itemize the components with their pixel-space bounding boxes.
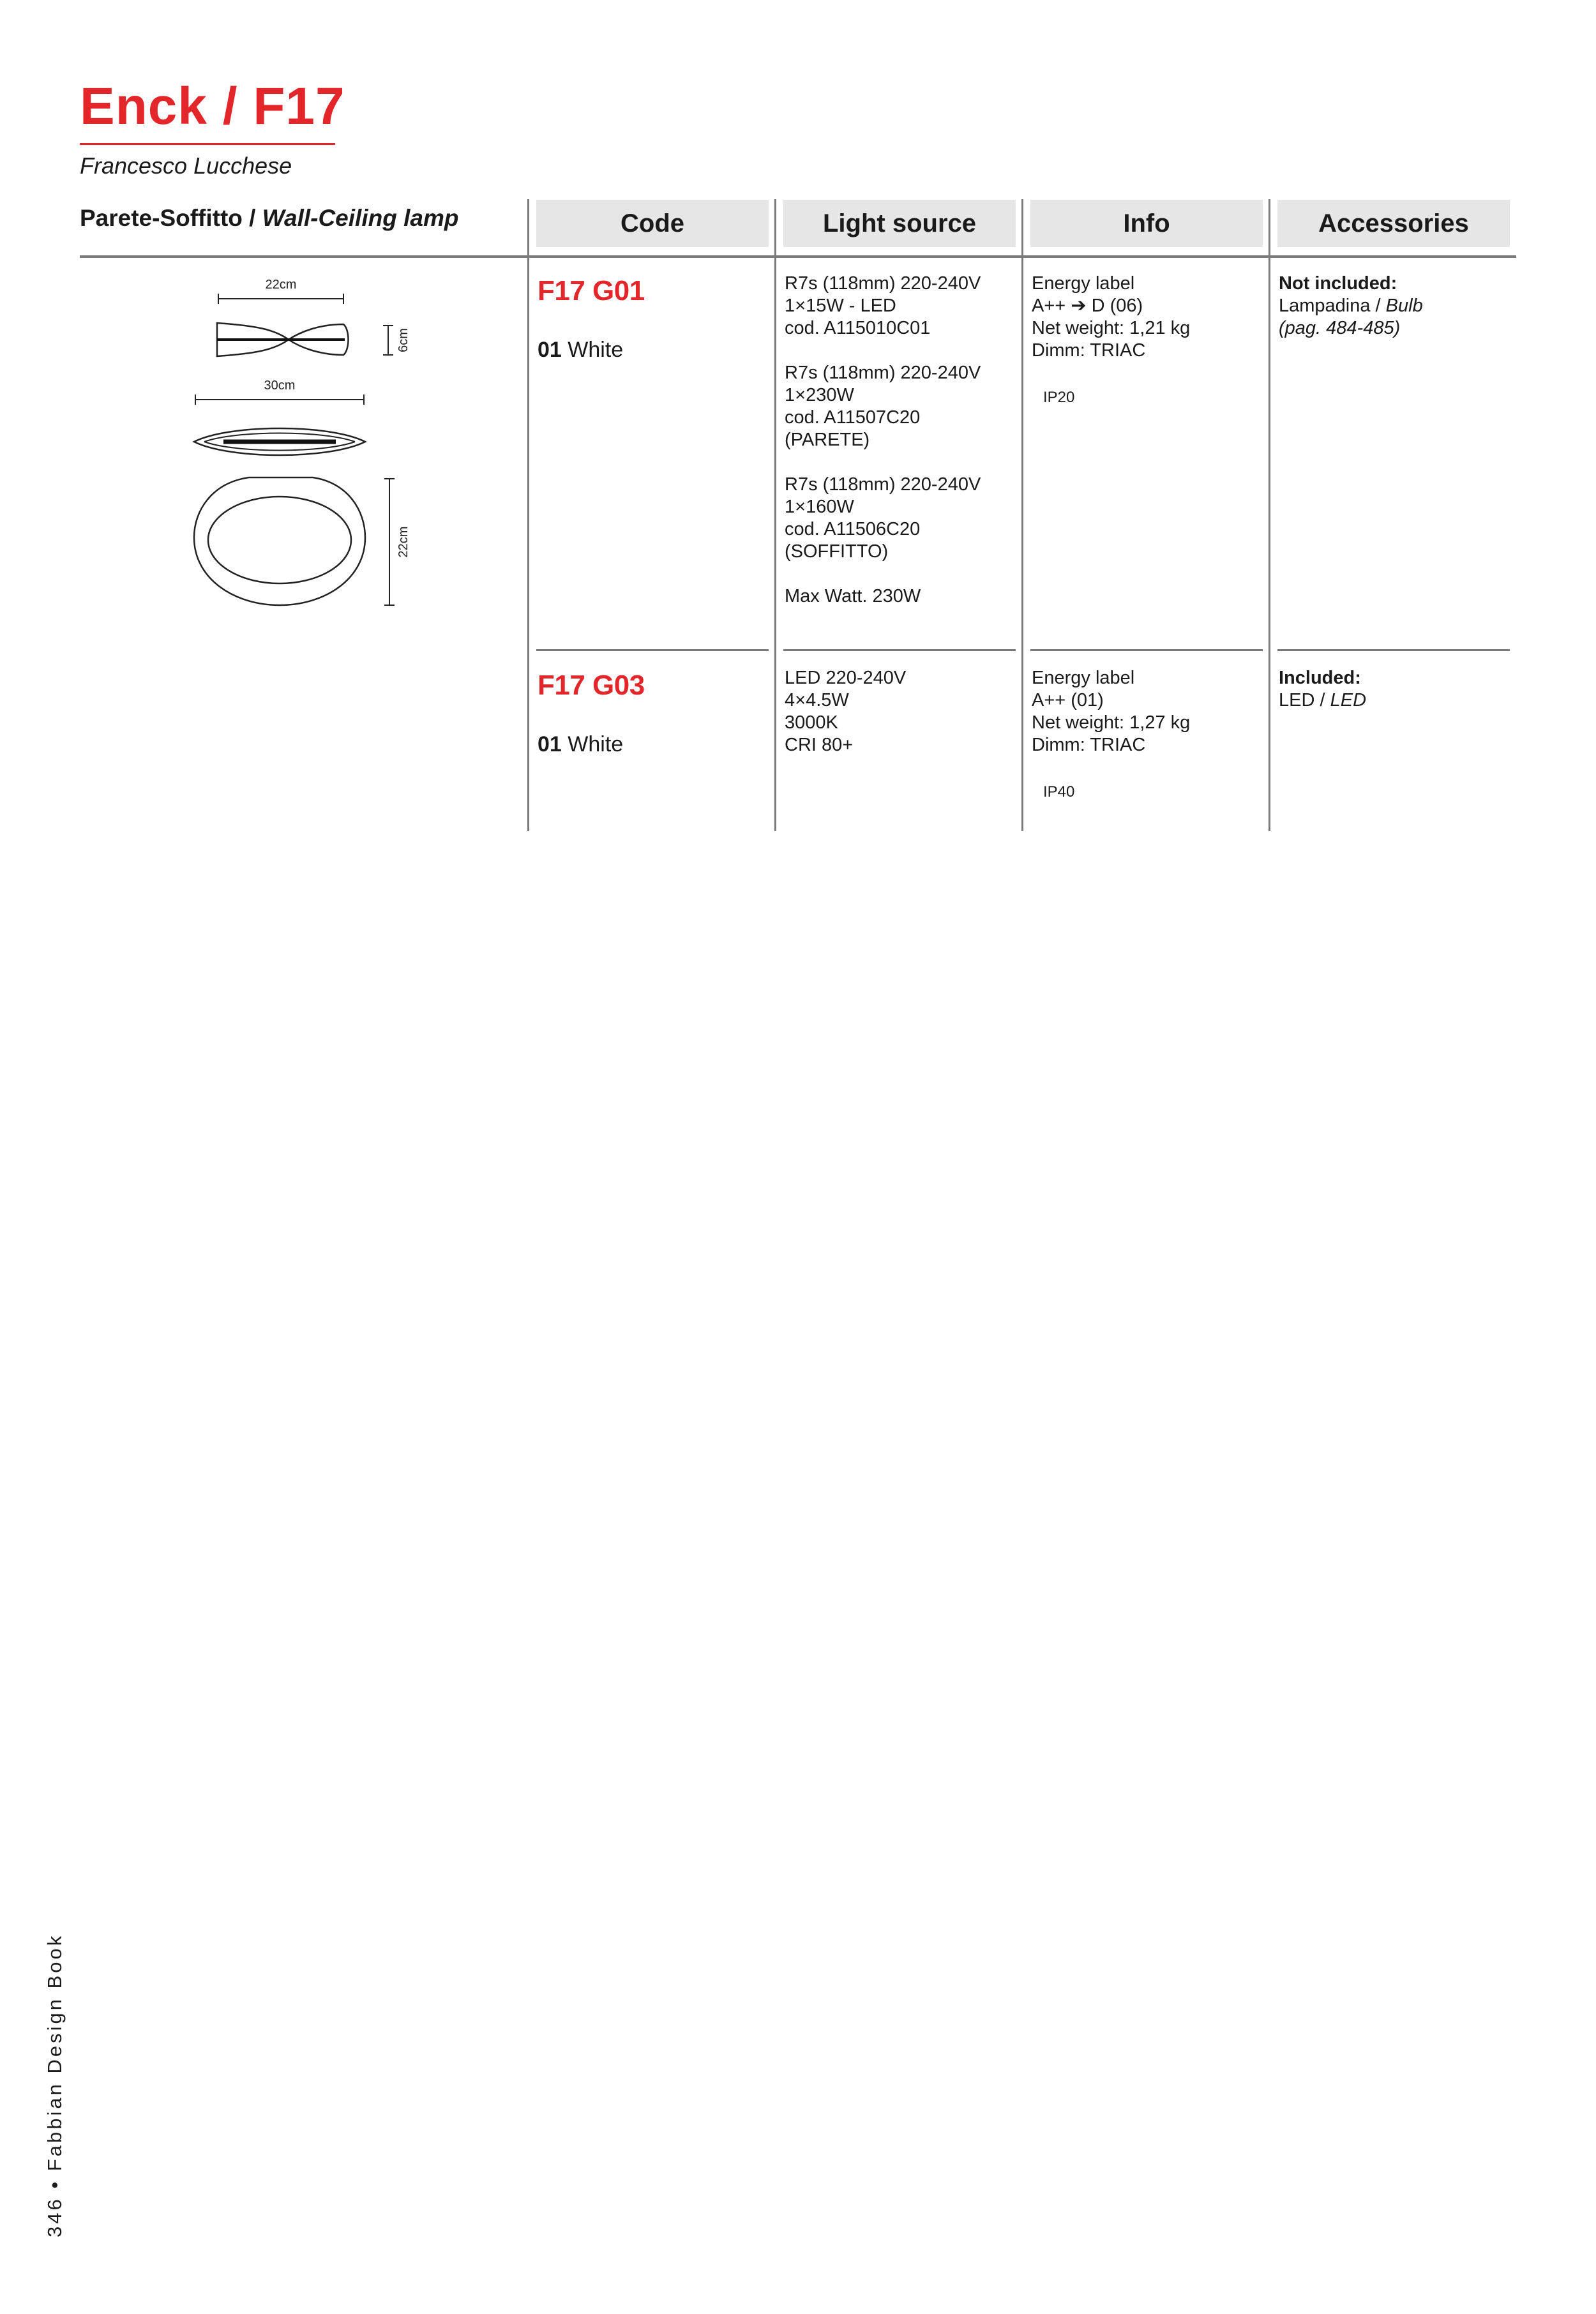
info-spec: Energy label A++ (01) Net weight: 1,27 kg Dimm: TRIAC xyxy=(1032,668,1191,755)
info-spec: Energy label A++ ➔ D (06) Net weight: 1,21 kg Dimm: TRIAC xyxy=(1032,273,1191,361)
product-code: F17 G03 xyxy=(538,670,645,701)
accessories-label: Included: xyxy=(1279,668,1361,688)
book-title: Fabbian Design Book xyxy=(43,1933,66,2172)
title-underline xyxy=(80,143,335,145)
dimension-label: 22cm xyxy=(396,526,410,558)
row-divider xyxy=(1277,649,1510,651)
accessories-spec xyxy=(1279,273,1509,340)
finish-code: 01 xyxy=(538,338,562,362)
finish-name: White xyxy=(568,338,624,362)
category-italian: Parete-Soffitto xyxy=(80,205,243,231)
dimension-label: 6cm xyxy=(396,328,410,352)
accessories-label: Not included: xyxy=(1279,273,1397,294)
row-divider xyxy=(536,649,769,651)
finish xyxy=(538,337,623,363)
dimension-label: 22cm xyxy=(265,278,297,292)
column-divider xyxy=(774,199,776,831)
row-divider xyxy=(1030,649,1263,651)
light-source-spec: R7s (118mm) 220-240V 1×15W - LED cod. A115010C01 R7s (118mm) 220-240V 1×230W cod. A11507C20 (PARETE) R7s (118mm) 220-240V 1×160W cod. A11506C20 (SOFFITTO) Max Watt. 230W xyxy=(785,273,981,606)
product-code: F17 G01 xyxy=(538,275,645,306)
accessory-italian: LED xyxy=(1279,690,1315,710)
dimension-label: 30cm xyxy=(264,379,296,393)
ip-rating: IP20 xyxy=(1043,389,1075,406)
page-number: 346 xyxy=(43,2197,66,2237)
accessory-italian: Lampadina xyxy=(1279,296,1371,316)
product-category xyxy=(80,204,458,232)
accessory-english: LED xyxy=(1330,690,1367,710)
finish xyxy=(538,732,623,758)
column-divider xyxy=(1269,199,1270,831)
table-header-rule xyxy=(80,255,1516,258)
category-separator: / xyxy=(242,205,262,231)
finish-code: 01 xyxy=(538,732,562,756)
accessory-english: Bulb xyxy=(1385,296,1423,316)
column-header-light-source: Light source xyxy=(783,200,1016,247)
accessory-page-note: (pag. 484-485) xyxy=(1279,318,1401,338)
light-source-spec: LED 220-240V 4×4.5W 3000K CRI 80+ xyxy=(785,668,907,755)
page-footer xyxy=(45,1934,64,2237)
row-divider xyxy=(783,649,1016,651)
accessory-separator: / xyxy=(1314,690,1330,710)
designer-name: Francesco Lucchese xyxy=(80,153,292,179)
ip-rating: IP40 xyxy=(1043,783,1075,800)
accessory-separator: / xyxy=(1370,296,1386,316)
accessories-spec xyxy=(1279,667,1509,712)
footer-separator: • xyxy=(43,2179,66,2189)
column-header-code: Code xyxy=(536,200,769,247)
finish-name: White xyxy=(568,732,624,756)
category-english: Wall-Ceiling lamp xyxy=(262,205,459,231)
column-divider xyxy=(527,199,529,831)
column-header-info: Info xyxy=(1030,200,1263,247)
column-divider xyxy=(1021,199,1023,831)
technical-drawing xyxy=(179,268,434,651)
column-header-accessories: Accessories xyxy=(1277,200,1510,247)
product-title: Enck / F17 xyxy=(80,77,345,135)
